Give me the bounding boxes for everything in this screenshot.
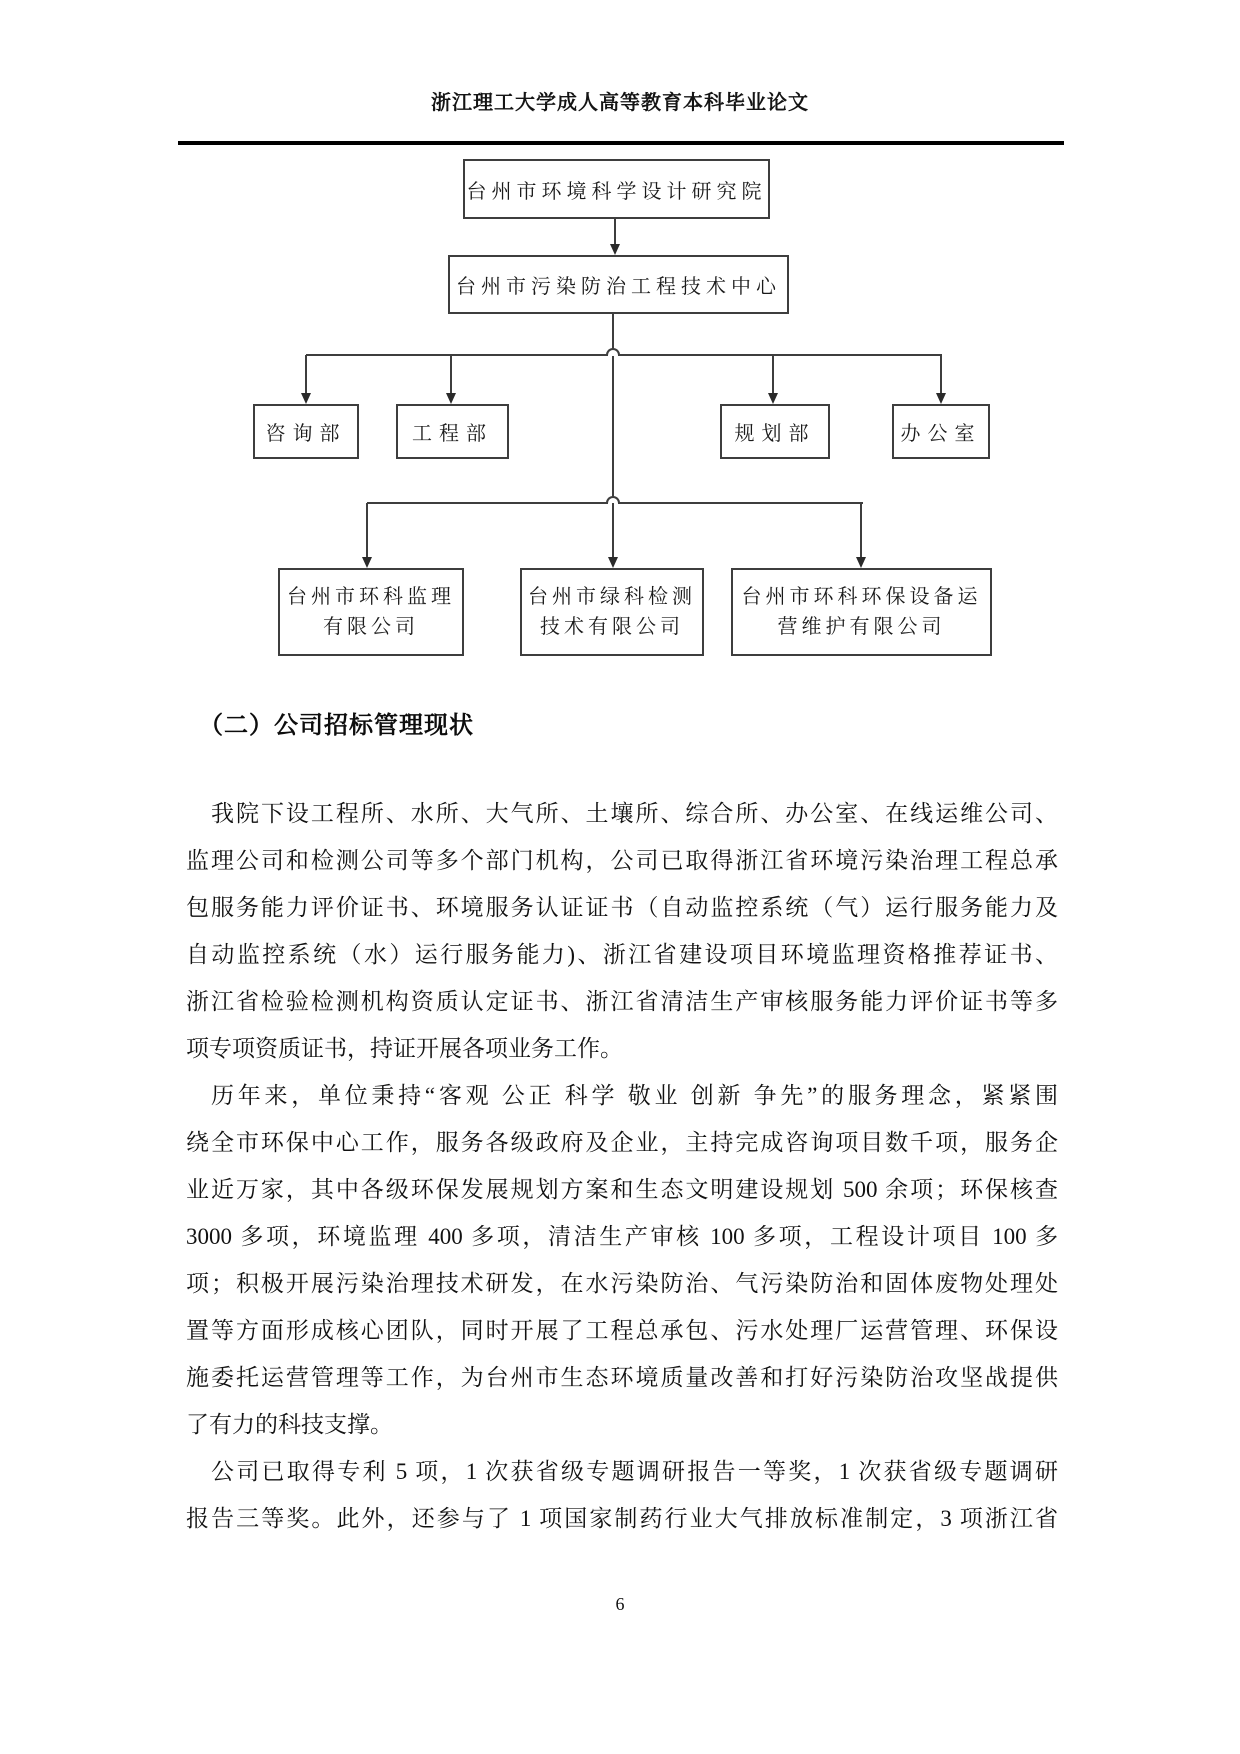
connector-line [612, 314, 614, 504]
connector-line [940, 355, 942, 393]
body-text-line: 项；积极开展污染治理技术研发，在水污染防治、气污染防治和固体废物处理处 [186, 1271, 1058, 1296]
subsidiary-name-line: 技术有限公司 [540, 616, 684, 638]
body-text-line: 历年来，单位秉持“客观 公正 科学 敬业 创新 争先”的服务理念，紧紧围 [211, 1083, 1058, 1108]
arrow-down-icon [301, 393, 311, 404]
connector-line [614, 219, 616, 245]
org-box-dept-engineering: 工程部 [396, 404, 509, 459]
connector-line [305, 355, 307, 393]
connector-line [772, 355, 774, 393]
page-header-title: 浙江理工大学成人高等教育本科毕业论文 [431, 92, 809, 114]
subsidiary-name-line: 台州市环科环保设备运 [741, 586, 982, 608]
connector-line [306, 354, 942, 356]
body-text-line: 施委托运营管理等工作，为台州市生态环境质量改善和打好污染防治攻坚战提供 [186, 1365, 1058, 1390]
org-chart [0, 0, 1240, 700]
body-text-line: 报告三等奖。此外，还参与了 1 项国家制药行业大气排放标准制定，3 项浙江省 [186, 1506, 1058, 1531]
org-box-subsidiary-testing [520, 568, 704, 656]
arrow-down-icon [610, 244, 620, 255]
body-text-line: 浙江省检验检测机构资质认定证书、浙江省清洁生产审核服务能力评价证书等多 [186, 989, 1058, 1014]
connector-line [612, 503, 614, 557]
body-text-line: 我院下设工程所、水所、大气所、土壤所、综合所、办公室、在线运维公司、 [211, 801, 1058, 826]
org-box-dept-office: 办公室 [892, 404, 990, 459]
connector-line [860, 503, 862, 557]
arrow-down-icon [446, 393, 456, 404]
body-text-line: 3000 多项，环境监理 400 多项，清洁生产审核 100 多项，工程设计项目 100 多 [186, 1224, 1058, 1249]
body-text-line: 绕全市环保中心工作，服务各级政府及企业，主持完成咨询项目数千项，服务企 [186, 1130, 1058, 1155]
body-text-line: 监理公司和检测公司等多个部门机构，公司已取得浙江省环境污染治理工程总承 [186, 848, 1058, 873]
subsidiary-name-line: 有限公司 [323, 616, 419, 638]
body-text-line: 项专项资质证书，持证开展各项业务工作。 [186, 1036, 623, 1061]
org-box-root: 台州市环境科学设计研究院 [463, 159, 770, 219]
subsidiary-name-line: 台州市环科监理 [287, 586, 455, 608]
arrow-down-icon [856, 557, 866, 568]
org-box-subsidiary-equipment [731, 568, 992, 656]
connector-line [450, 355, 452, 393]
org-box-dept-planning: 规划部 [720, 404, 830, 459]
body-text-line: 自动监控系统（水）运行服务能力)、浙江省建设项目环境监理资格推荐证书、 [186, 942, 1058, 967]
org-box-center: 台州市污染防治工程技术中心 [448, 255, 789, 314]
subsidiary-name-line: 台州市绿科检测 [528, 586, 696, 608]
body-text-line: 业近万家，其中各级环保发展规划方案和生态文明建设规划 500 余项；环保核查 [186, 1177, 1058, 1202]
section-heading: （二）公司招标管理现状 [199, 712, 474, 739]
org-box-subsidiary-supervision [278, 568, 464, 656]
page-number: 6 [615, 1594, 625, 1614]
arrow-down-icon [362, 557, 372, 568]
body-text-line: 包服务能力评价证书、环境服务认证证书（自动监控系统（气）运行服务能力及 [186, 895, 1058, 920]
body-text-line: 了有力的科技支撑。 [186, 1412, 393, 1437]
body-text-line: 公司已取得专利 5 项，1 次获省级专题调研报告一等奖，1 次获省级专题调研 [211, 1459, 1058, 1484]
arrow-down-icon [768, 393, 778, 404]
org-box-dept-consulting: 咨询部 [253, 404, 359, 459]
connector-line [366, 503, 368, 557]
arrow-down-icon [936, 393, 946, 404]
line-hop [606, 348, 620, 356]
subsidiary-name-line: 营维护有限公司 [777, 616, 946, 638]
body-text-line: 置等方面形成核心团队，同时开展了工程总承包、污水处理厂运营管理、环保设 [186, 1318, 1058, 1343]
body-paragraphs [186, 790, 1058, 1542]
arrow-down-icon [608, 557, 618, 568]
